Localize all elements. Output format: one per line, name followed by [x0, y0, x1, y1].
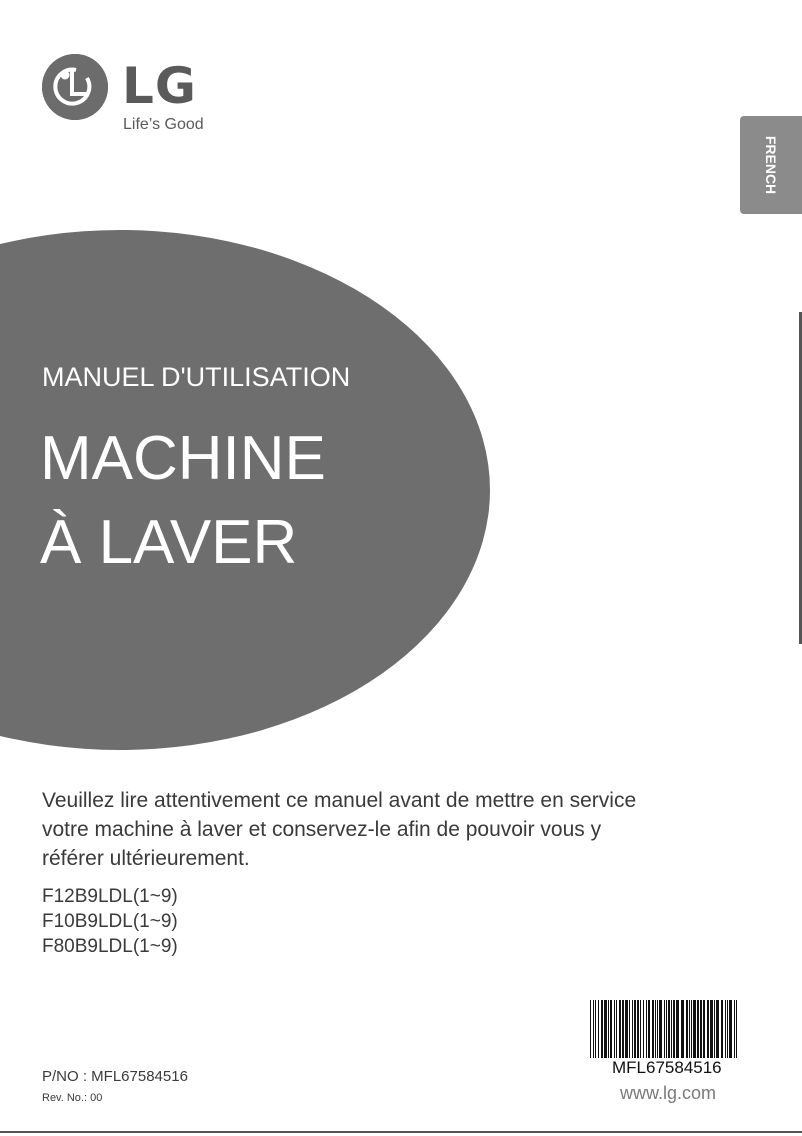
language-tab-label: FRENCH	[763, 135, 779, 195]
logo-wordmark: LG	[122, 57, 197, 115]
model-item: F80B9LDL(1~9)	[42, 936, 178, 957]
part-number: P/NO : MFL67584516	[42, 1068, 188, 1085]
bottom-divider	[0, 1131, 802, 1133]
logo-tagline: Life’s Good	[123, 116, 204, 133]
model-item: F10B9LDL(1~9)	[42, 911, 178, 932]
model-item: F12B9LDL(1~9)	[42, 886, 178, 907]
model-list	[42, 884, 178, 959]
manual-label: MANUEL D'UTILISATION	[42, 362, 351, 392]
title-line-2: À LAVER	[40, 508, 298, 577]
intro-text: Veuillez lire attentivement ce manuel avant de mettre en service votre machine à laver et conservez-le afin de pouvoir vous y référer ultérieurement.	[42, 789, 637, 870]
title-line-1: MACHINE	[40, 424, 326, 493]
barcode-number: MFL67584516	[612, 1058, 722, 1077]
website-link[interactable]: www.lg.com	[620, 1083, 717, 1103]
barcode	[590, 1000, 740, 1058]
revision-number: Rev. No.: 00	[42, 1092, 103, 1104]
